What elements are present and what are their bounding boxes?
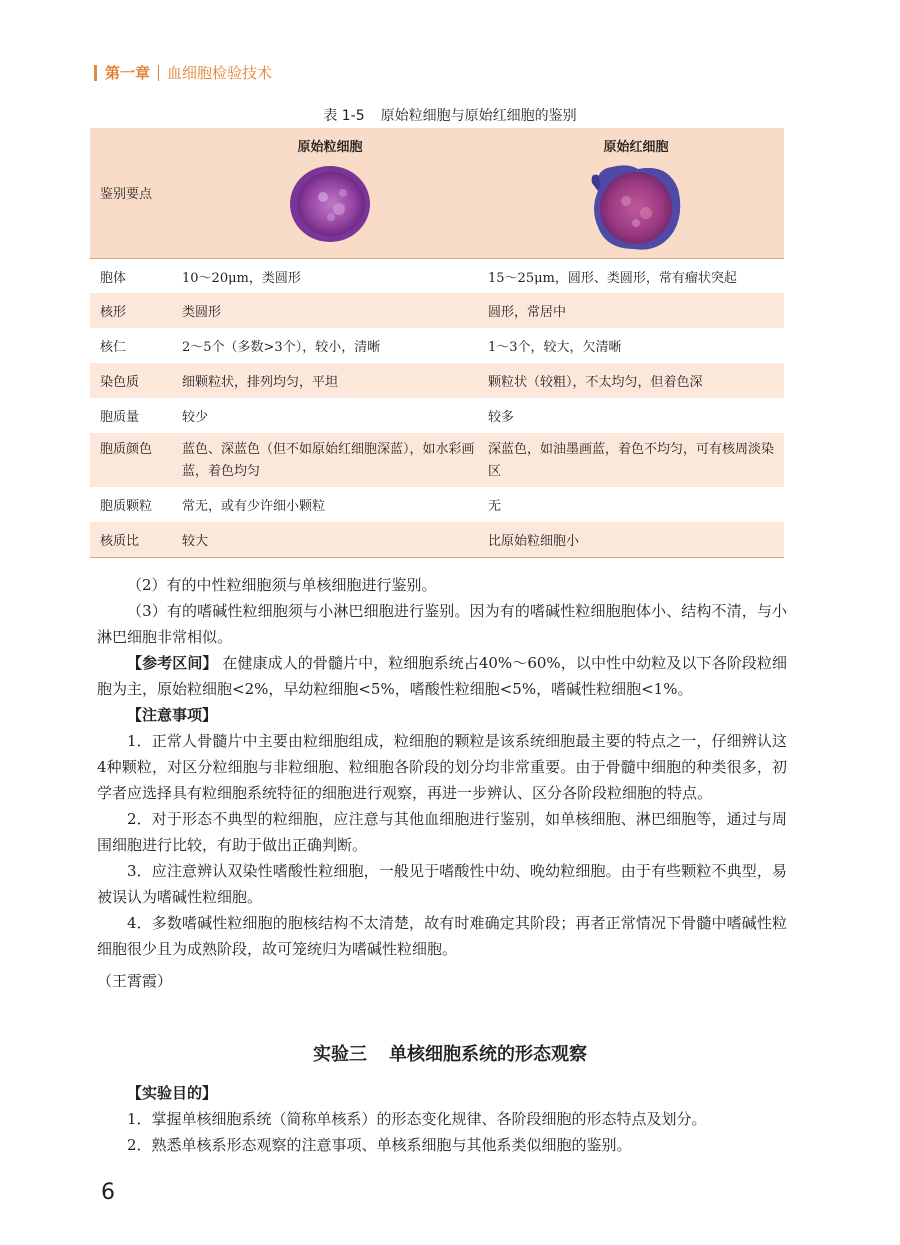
chapter-header xyxy=(94,62,272,83)
col-header-myeloblast xyxy=(172,128,478,258)
purpose-item: 1．掌握单核细胞系统（简称单核系）的形态变化规律、各阶段细胞的形态特点及划分。 xyxy=(127,1110,707,1128)
reference-paragraph xyxy=(97,650,787,702)
proerythroblast-value: 较多 xyxy=(488,410,515,425)
table-row xyxy=(90,363,784,398)
table-row xyxy=(90,398,784,433)
table-row xyxy=(90,258,784,293)
proerythroblast-value: 深蓝色，如油墨画蓝，着色不均匀，可有核周淡染区 xyxy=(488,442,775,479)
row-label: 胞质量 xyxy=(100,410,140,425)
proerythroblast-value: 比原始粒细胞小 xyxy=(488,534,580,549)
chapter-title: 血细胞检验技术 xyxy=(167,64,273,82)
table-row xyxy=(90,328,784,363)
col2-name: 原始红细胞 xyxy=(603,140,669,155)
table-row xyxy=(90,522,784,557)
note-item: 2．对于形态不典型的粒细胞，应注意与其他血细胞进行鉴别，如单核细胞、淋巴细胞等，通过与周围细胞进行比较，有助于做出正确判断。 xyxy=(97,810,787,854)
row-label: 胞体 xyxy=(100,270,127,286)
row-label: 核仁 xyxy=(100,340,127,355)
myeloblast-value: 类圆形 xyxy=(182,305,222,320)
section-title xyxy=(0,1040,900,1066)
proerythroblast-value: 15～25μm，圆形、类圆形，常有瘤状突起 xyxy=(488,270,737,286)
table-title xyxy=(0,105,900,125)
section-number: 实验三 xyxy=(313,1044,367,1065)
row-label: 核质比 xyxy=(100,534,140,549)
note-item: 1．正常人骨髓片中主要由粒细胞组成，粒细胞的颗粒是该系统细胞最主要的特点之一，仔细辨认这4种颗粒，对区分粒细胞与非粒细胞、粒细胞各阶段的划分均非常重要。由于骨髓中细胞的种类很多，初学者应选择具有粒细胞系统特征的细胞进行观察，再进一步辨认、区分各阶段粒细胞的特点。 xyxy=(97,732,787,802)
row-label: 胞质颗粒 xyxy=(100,499,153,514)
reference-label: 【参考区间】 xyxy=(127,654,218,672)
row-label: 胞质颜色 xyxy=(100,442,153,457)
purpose-item: 2．熟悉单核系形态观察的注意事项、单核系细胞与其他系类似细胞的鉴别。 xyxy=(127,1136,632,1154)
chapter-number: 第一章 xyxy=(105,64,151,82)
myeloblast-cell-image xyxy=(287,161,373,247)
proerythroblast-value: 无 xyxy=(488,499,502,514)
row-label: 核形 xyxy=(100,305,127,320)
myeloblast-value: 10～20μm，类圆形 xyxy=(182,270,301,286)
table-number: 表 1-5 xyxy=(323,108,365,124)
myeloblast-value: 细颗粒状，排列均匀，平坦 xyxy=(182,375,339,390)
paragraph: （2）有的中性粒细胞须与单核细胞进行鉴别。 xyxy=(127,576,437,594)
table-row xyxy=(90,293,784,328)
header-accent-bar xyxy=(94,65,97,81)
proerythroblast-value: 颗粒状（较粗），不太均匀，但着色深 xyxy=(488,375,703,390)
table-header-row xyxy=(90,128,784,258)
row-header-label: 鉴别要点 xyxy=(90,128,172,258)
notes-heading: 【注意事项】 xyxy=(127,706,218,724)
myeloblast-value: 蓝色、深蓝色（但不如原始红细胞深蓝），如水彩画蓝，着色均匀 xyxy=(182,442,475,479)
purpose-heading: 【实验目的】 xyxy=(127,1084,218,1102)
note-item: 4．多数嗜碱性粒细胞的胞核结构不太清楚，故有时难确定其阶段；再者正常情况下骨髓中嗜碱性粒细胞很少且为成熟阶段，故可笼统归为嗜碱性粒细胞。 xyxy=(97,914,787,958)
table-caption: 原始粒细胞与原始红细胞的鉴别 xyxy=(380,108,577,124)
reference-text: 在健康成人的骨髓片中，粒细胞系统占40%～60%，以中性中幼粒及以下各阶段粒细胞为主，原始粒细胞<2%，早幼粒细胞<5%，嗜酸性粒细胞<5%，嗜碱性粒细胞<1%。 xyxy=(97,654,787,698)
col1-name: 原始粒细胞 xyxy=(297,140,363,155)
note-item: 3．应注意辨认双染性嗜酸性粒细胞，一般见于嗜酸性中幼、晚幼粒细胞。由于有些颗粒不典型，易被误认为嗜碱性粒细胞。 xyxy=(97,862,787,906)
author: （王霄霞） xyxy=(97,972,173,990)
table-row xyxy=(90,487,784,522)
proerythroblast-cell-image xyxy=(588,161,684,253)
section-name: 单核细胞系统的形态观察 xyxy=(389,1044,587,1065)
myeloblast-value: 较少 xyxy=(182,410,209,425)
purpose-section xyxy=(97,1080,787,1158)
header-divider xyxy=(158,65,159,81)
paragraph: （3）有的嗜碱性粒细胞须与小淋巴细胞进行鉴别。因为有的嗜碱性粒细胞胞体小、结构不清，与小淋巴细胞非常相似。 xyxy=(97,602,787,646)
myeloblast-value: 较大 xyxy=(182,534,209,549)
row-label: 染色质 xyxy=(100,375,140,390)
col-header-proerythroblast xyxy=(478,128,784,258)
comparison-table xyxy=(90,128,784,558)
table-row xyxy=(90,433,784,487)
body-text xyxy=(97,572,787,994)
page-number: 6 xyxy=(101,1180,115,1205)
proerythroblast-value: 圆形，常居中 xyxy=(488,305,567,320)
myeloblast-value: 常无，或有少许细小颗粒 xyxy=(182,499,326,514)
proerythroblast-value: 1～3个，较大，欠清晰 xyxy=(488,340,622,355)
myeloblast-value: 2～5个（多数>3个），较小，清晰 xyxy=(182,340,381,355)
